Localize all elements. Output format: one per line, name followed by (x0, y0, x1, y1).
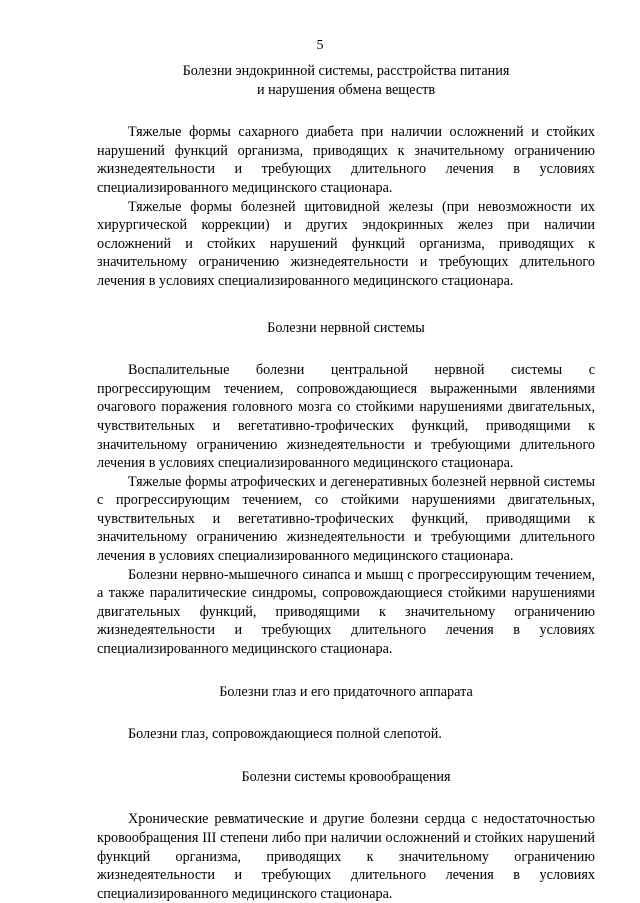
section-heading-line: и нарушения обмена веществ (256, 81, 436, 98)
paragraph: Тяжелые формы сахарного диабета при наличии осложнений и стойких нарушений функций организма, приводящих к значительному ограничению жизнедеятельности и требующих длительного лечения в условиях специализированного медицинского стационара. (97, 124, 595, 196)
paragraph: Болезни нервно-мышечного синапса и мышц с прогрессирующим течением, а также паралитические синдромы, сопровождающиеся стойкими нарушениями двигательных функций, приводящими к значительному ограничению жизнедеятельности и требующих длительного лечения в условиях специализированного медицинского стационара. (97, 566, 595, 658)
section-heading-line: Болезни глаз и его придаточного аппарата (219, 683, 473, 700)
paragraph: Болезни глаз, сопровождающиеся полной слепотой. (128, 726, 442, 743)
section-heading (97, 683, 595, 702)
section-heading-line: Болезни эндокринной системы, расстройства питания (182, 63, 510, 79)
paragraph: Тяжелые формы атрофических и дегенеративных болезней нервной системы с прогрессирующим течением, со стойкими нарушениями двигательных, чувствительных и вегетативно-трофических функций, приводящими к значительному ограничению жизнедеятельности и требующими длительного лечения в условиях специализированного медицинского стационара. (97, 473, 595, 565)
section-heading (97, 768, 595, 787)
page-number: 5 (316, 38, 324, 53)
section-heading (97, 62, 595, 99)
document-body (97, 62, 595, 903)
section-heading (97, 319, 595, 338)
section-endocrine (97, 62, 595, 291)
paragraph: Хронические ревматические и другие болезни сердца с недостаточностью кровообращения III степени либо при наличии осложнений и стойких нарушений функций организма, приводящих к значительному ограничению жизнедеятельности и требующих длительного лечения в условиях специализированного медицинского стационара. (97, 811, 595, 902)
section-eye-diseases (97, 683, 595, 744)
paragraph: Воспалительные болезни центральной нервной системы с прогрессирующим течением, сопровождающиеся выраженными явлениями очагового поражения головного мозга со стойкими нарушениями двигательных, чувствительных и вегетативно-трофических функций, приводящими к значительному ограничению жизнедеятельности и требующими длительного лечения в условиях специализированного медицинского стационара. (97, 362, 595, 472)
section-heading-line: Болезни системы кровообращения (241, 768, 451, 785)
paragraph: Тяжелые формы болезней щитовидной железы (при невозможности их хирургической коррекции) и других эндокринных желез при наличии осложнений и стойких нарушений функций организма, приводящих к значительному ограничению жизнедеятельности и требующих длительного лечения в условиях специализированного медицинского стационара. (97, 198, 595, 289)
section-heading-line: Болезни нервной системы (267, 319, 425, 336)
section-nervous-system (97, 319, 595, 659)
section-circulatory-system (97, 768, 595, 903)
